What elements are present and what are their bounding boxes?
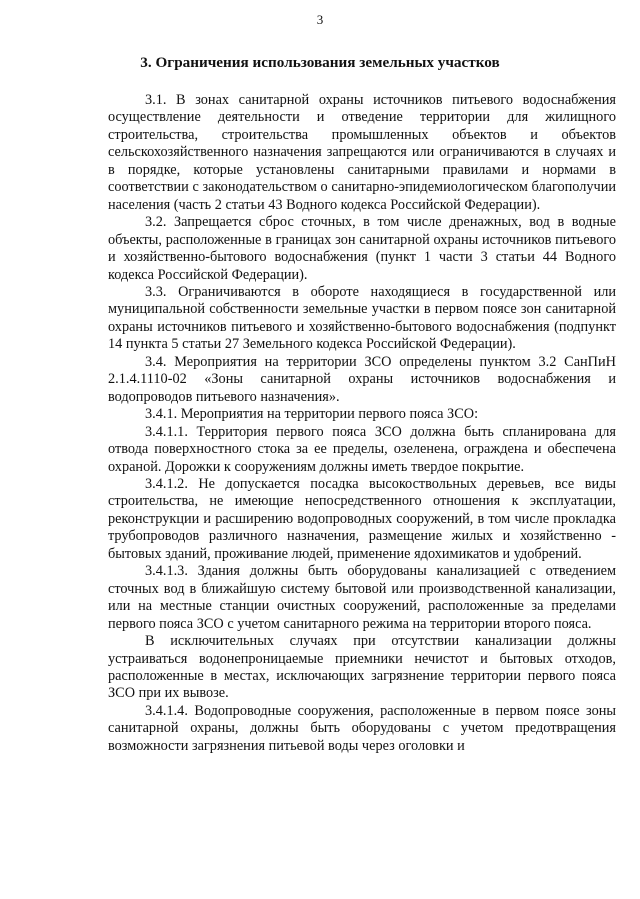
paragraph-3-4-1-1: 3.4.1.1. Территория первого пояса ЗСО должна быть спланирована для отвода поверхностного стока за ее пределы, озеленена, ограждена и обеспечена охраной. Дорожки к сооружениям должны иметь твердое покрытие.	[108, 423, 616, 475]
section-heading: 3. Ограничения использования земельных участков	[140, 54, 500, 71]
paragraph-3-3: 3.3. Ограничиваются в обороте находящиеся в государственной или муниципальной собственности земельные участки в первом поясе зон санитарной охраны источников питьевого и хозяйственно-бытового водоснабжения (подпункт 14 пункта 5 статьи 27 Земельного кодекса Российской Федерации).	[108, 283, 616, 353]
paragraph-exception: В исключительных случаях при отсутствии канализации должны устраиваться водонепроницаемые приемники нечистот и бытовых отходов, расположенные в местах, исключающих загрязнение территории первого пояса ЗСО при их вывозе.	[108, 633, 616, 702]
paragraph-3-2: 3.2. Запрещается сброс сточных, в том числе дренажных, вод в водные объекты, расположенные в границах зон санитарной охраны источников питьевого и хозяйственно-бытового водоснабжения (пункт 1 части 3 статьи 44 Водного кодекса Российской Федерации).	[108, 214, 616, 283]
page-number: 3	[316, 12, 324, 27]
paragraph-3-4-1: 3.4.1. Мероприятия на территории первого пояса ЗСО:	[145, 406, 479, 423]
document-body	[108, 92, 616, 755]
paragraph-3-1: 3.1. В зонах санитарной охраны источников питьевого водоснабжения осуществление деятельности и отведение территории для жилищного строительства, строительства промышленных объектов и объектов сельскохозяйственного назначения запрещаются или ограничиваются в случаях и в порядке, которые установлены санитарными правилами и нормами в соответствии с законодательством о санитарно-эпидемиологическом благополучии населения (часть 2 статьи 43 Водного кодекса Российской Федерации).	[108, 92, 616, 213]
paragraph-3-4-1-2: 3.4.1.2. Не допускается посадка высокоствольных деревьев, все виды строительства, не имеющие непосредственного отношения к эксплуатации, реконструкции и расширению водопроводных сооружений, в том числе прокладка трубопроводов различного назначения, размещение жилых и хозяйственно - бытовых зданий, проживание людей, применение ядохимикатов и удобрений.	[108, 475, 616, 562]
paragraph-3-4-1-4: 3.4.1.4. Водопроводные сооружения, расположенные в первом поясе зоны санитарной охраны, должны быть оборудованы с учетом предотвращения возможности загрязнения питьевой воды через оголовки и	[108, 702, 616, 754]
paragraph-3-4: 3.4. Мероприятия на территории ЗСО определены пунктом 3.2 СанПиН 2.1.4.1110-02 «Зоны санитарной охраны источников водоснабжения и водопроводов питьевого назначения».	[108, 353, 616, 405]
paragraph-3-4-1-3: 3.4.1.3. Здания должны быть оборудованы канализацией с отведением сточных вод в ближайшую систему бытовой или производственной канализации, или на местные станции очистных сооружений, расположенные за пределами первого пояса ЗСО с учетом санитарного режима на территории второго пояса.	[108, 563, 616, 632]
